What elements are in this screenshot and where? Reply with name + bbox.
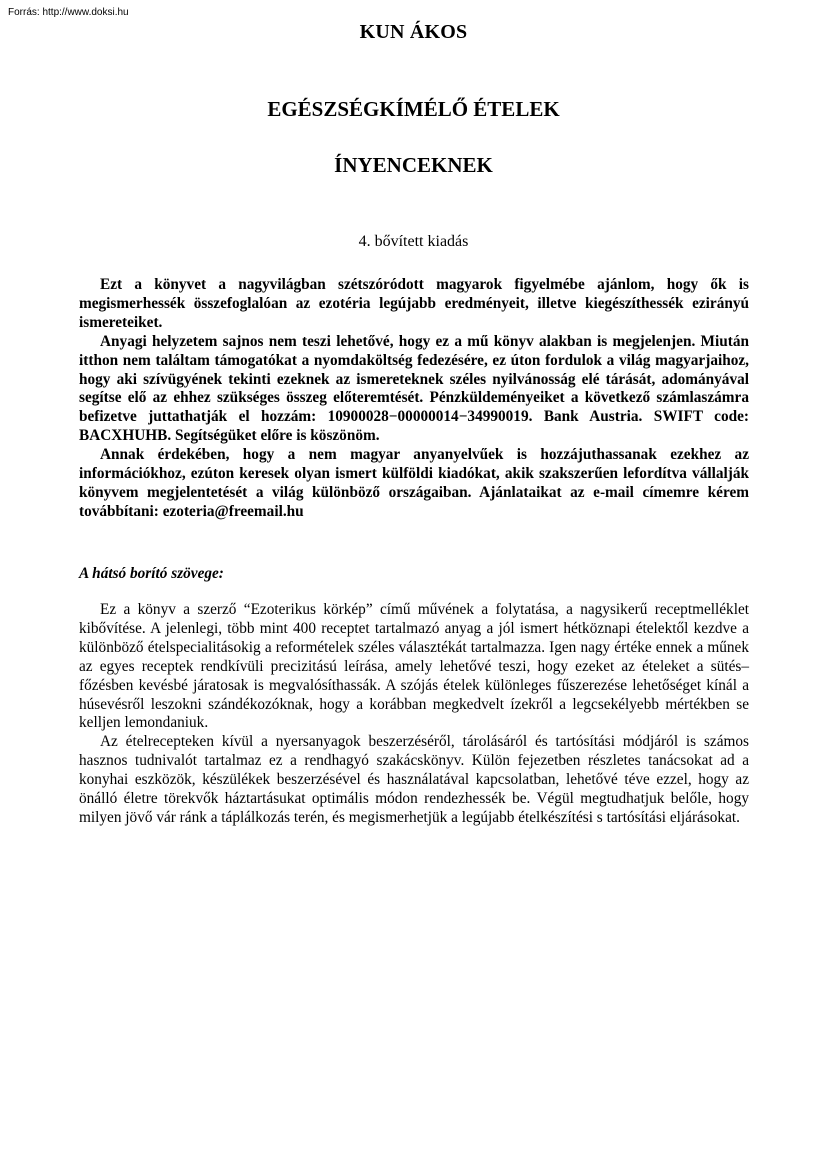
book-title-line-1: EGÉSZSÉGKÍMÉLŐ ÉTELEK xyxy=(267,97,560,121)
intro-paragraph: Anyagi helyzetem sajnos nem teszi lehetővé, hogy ez a mű könyv alakban is megjelenjen. Miután itthon nem találtam támogatókat a nyomdaköltség fedezésére, ez úton fordulok a világ magyarjaihoz, hogy aki szívügyének tekinti ezeknek az ismereteknek széles nyilvánosság elé tárását, adományával segítse elő az ehhez szükséges összeg előteremtését. Pénzküldeményeiket a következő számlaszámra befizetve juttathatják el hozzám: 10900028−00000014−34990019. Bank Austria. SWIFT code: BACXHUHB. Segítségüket előre is köszönöm. xyxy=(79,332,749,445)
source-label: Forrás: http://www.doksi.hu xyxy=(8,7,129,18)
back-cover-heading: A hátsó borító szövege: xyxy=(79,565,224,582)
intro-paragraph: Ezt a könyvet a nagyvilágban szétszóródott magyarok figyelmébe ajánlom, hogy ők is megismerhessék összefoglalóan az ezotéria legújabb eredményeit, illetve kiegészíthessék ezirányú ismereteiket. xyxy=(79,276,749,331)
back-cover-paragraph: Az ételrecepteken kívül a nyersanyagok beszerzéséről, tárolásáról és tartósítási módjáról is számos hasznos tudnivalót tartalmaz ez a rendhagyó szakácskönyv. Külön fejezetben részletes tanácsokat ad a konyhai eszközök, készülékek beszerzésével és használatával kapcsolatban, lehetővé téve ezzel, hogy az önálló életre törekvők háztartásukat optimális módon rendezhessék be. Végül megtudhatjuk belőle, hogy milyen jövő vár ránk a táplálkozás terén, és megismerhetjük a legújabb ételkészítési s tartósítási eljárásokat. xyxy=(79,733,749,826)
author-name: KUN ÁKOS xyxy=(359,21,468,43)
edition-label: 4. bővített kiadás xyxy=(358,233,469,250)
intro-paragraph: Annak érdekében, hogy a nem magyar anyanyelvűek is hozzájuthassanak ezekhez az információkhoz, ezúton keresek olyan ismert külföldi kiadókat, akik szakszerűen lefordítva vállalják könyvem megjelentetését a világ különböző országaiban. Ajánlataikat az e-mail címemre kérem továbbítani: ezoteria@freemail.hu xyxy=(79,446,749,520)
intro-section xyxy=(79,276,749,522)
back-cover-paragraph: Ez a könyv a szerző “Ezoterikus körkép” című művének a folytatása, a nagysikerű receptmelléklet kibővítése. A jelenlegi, több mint 400 receptet tartalmazó anyag a jól ismert hétköznapi ételektől kezdve a különböző ételspecialitásokig a reformételek széles választékát tartalmazza. Igen nagy értéke ennek a műnek az egyes receptek rendkívüli precizitású leírása, amely lehetővé teszi, hogy ezeket az ételeket a sütés–főzésben kevésbé járatosak is megvalósíthassák. A szójás ételek különleges fűszerezése lehetőséget kínál a húsevésről leszokni szándékozóknak, hogy a korábban megkedvelt ízekről a legcsekélyebb mértékben se kelljen lemondaniuk. xyxy=(79,601,749,732)
book-title-line-2: ÍNYENCEKNEK xyxy=(334,153,493,177)
back-cover-section xyxy=(79,601,749,828)
